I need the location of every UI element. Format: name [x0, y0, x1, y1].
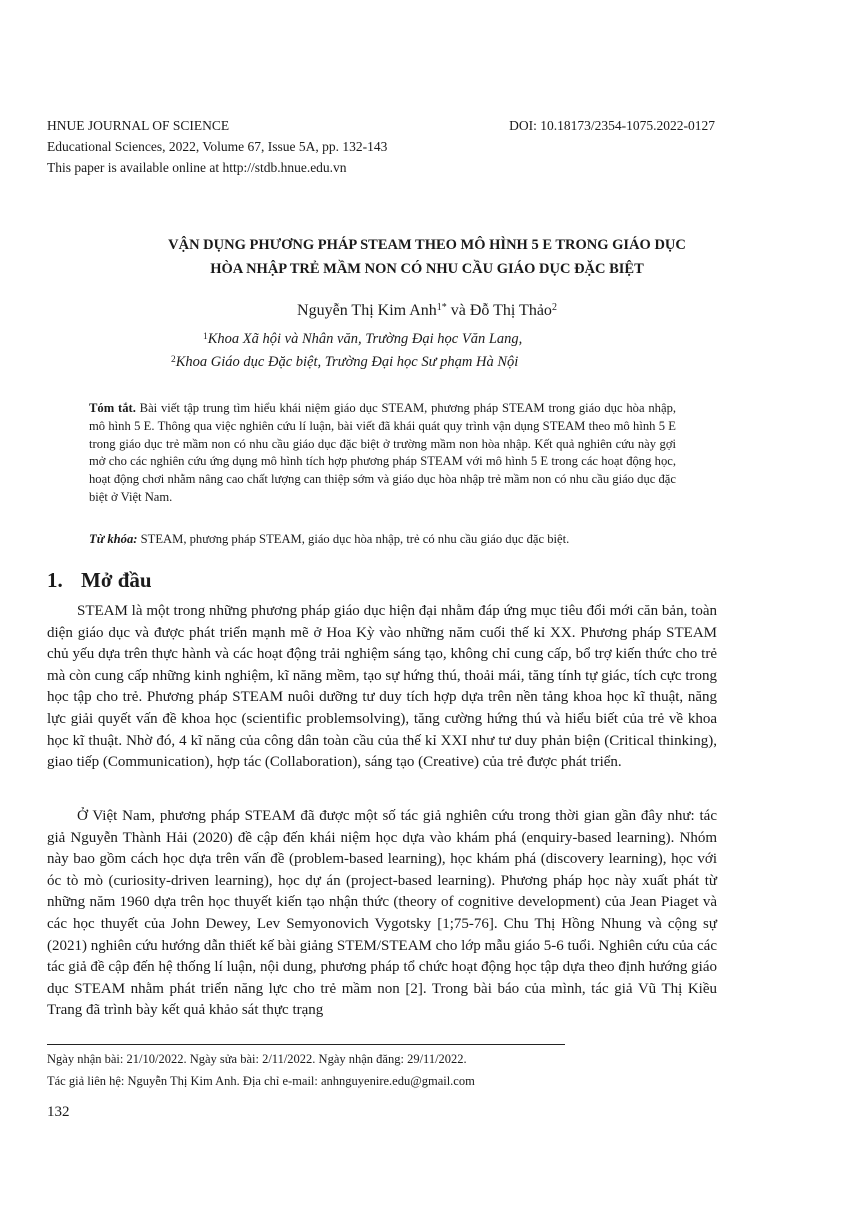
online-availability: This paper is available online at http://stdb.hnue.edu.vn	[47, 160, 347, 175]
paragraph-2-text: Ở Việt Nam, phương pháp STEAM đã được một số tác giả nghiên cứu trong thời gian gần đây như: tác giả Nguyễn Thành Hải (2020) đề cập đến khái niệm học dựa vào khám phá (enquiry-based learning). Nhóm này bao gồm cách học dựa trên vấn đề (problem-based learning), học khám phá (discovery learning), học với óc tò mò (curiosity-driven learning), học dự án (project-based learning). Phương pháp học này xuất phát từ những năm 1960 dựa trên học thuyết kiến tạo nhận thức (theory of cognitive development) của Jean Piaget và các học thuyết của John Dewey, Lev Semyonovich Vygotsky [1;75-76]. Chu Thị Hồng Nhung và cộng sự (2021) nghiên cứu hướng dẫn thiết kế bài giảng STEM/STEAM cho lớp mẫu giáo 5-6 tuổi. Nghiên cứu của các tác giả đề cập đến hệ thống lí luận, nội dung, phương pháp tổ chức hoạt động học tập dựa theo định hướng giáo dục STEAM nhằm phát triển năng lực cho trẻ mầm non [2]. Trong bài báo của mình, tác giả Vũ Thị Kiều Trang đã trình bày kết quả khảo sát thực trạng	[47, 808, 717, 1019]
affiliation-2	[171, 351, 518, 373]
affiliation-2-marker: 2	[171, 355, 176, 365]
author-1: Nguyễn Thị Kim Anh	[297, 302, 437, 319]
journal-name: HNUE JOURNAL OF SCIENCE	[47, 118, 230, 133]
section-heading	[47, 566, 152, 594]
abstract-label: Tóm tắt.	[89, 401, 136, 415]
title-line-1: VẬN DỤNG PHƯƠNG PHÁP STEAM THEO MÔ HÌNH 5 E TRONG GIÁO DỤC	[168, 237, 686, 253]
authors	[47, 300, 807, 322]
author-2: Đỗ Thị Thảo	[469, 302, 552, 319]
keywords-text: STEAM, phương pháp STEAM, giáo dục hòa nhập, trẻ có nhu cầu giáo dục đặc biệt.	[137, 532, 570, 546]
title-line-2: HÒA NHẬP TRẺ MẦM NON CÓ NHU CẦU GIÁO DỤC ĐẶC BIỆT	[210, 261, 644, 277]
keywords	[89, 530, 676, 548]
body-paragraph-1	[47, 601, 717, 774]
section-title: Mở đầu	[81, 568, 152, 592]
journal-volume: Educational Sciences, 2022, Volume 67, Issue 5A, pp. 132-143	[47, 139, 388, 154]
section-number: 1.	[47, 568, 63, 592]
affiliation-1-marker: 1	[203, 332, 208, 342]
page-number: 132	[47, 1104, 70, 1120]
abstract	[89, 400, 676, 507]
affiliation-2-text: Khoa Giáo dục Đặc biệt, Trường Đại học Sư phạm Hà Nội	[175, 354, 519, 370]
body-paragraph-2	[47, 806, 717, 1022]
paragraph-1-text: STEAM là một trong những phương pháp giáo dục hiện đại nhằm đáp ứng mục tiêu đổi mới căn bản, toàn diện giáo dục và được phát triển mạnh mẽ ở Hoa Kỳ vào những năm cuối thế kỉ XX. Phương pháp STEAM chủ yếu dựa trên thực hành và các hoạt động trải nghiệm sáng tạo, không chỉ cung cấp, bổ trợ kiến thức cho trẻ mà còn cung cấp những kinh nghiệm, kĩ năng mềm, tạo sự hứng thú, thoải mái, tăng tính tự giác, tích cực trong học tập cho trẻ. Phương pháp STEAM nuôi dưỡng tư duy tích hợp dựa trên nền tảng khoa học kĩ thuật, năng lực giải quyết vấn đề khoa học (scientific problemsolving), tăng cường hứng thú và hiểu biết của trẻ về khoa học kĩ thuật. Nhờ đó, 4 kĩ năng của công dân toàn cầu của thế kỉ XXI như tư duy phản biện (Critical thinking), giao tiếp (Communication), hợp tác (Collaboration), sáng tạo (Creative) của trẻ được phát triển.	[47, 603, 717, 771]
author-2-marker: 2	[551, 302, 557, 313]
abstract-text: Bài viết tập trung tìm hiểu khái niệm giáo dục STEAM, phương pháp STEAM trong giáo dục hòa nhập, mô hình 5 E. Thông qua việc nghiên cứu lí luận, bài viết đã khái quát quy trình vận dụng STEAM theo mô hình 5 E trong giáo dục trẻ mầm non có nhu cầu giáo dục đặc biệt ở trường mầm non hòa nhập. Kết quả nghiên cứu này gợi mở cho các nghiên cứu ứng dụng mô hình tích hợp phương pháp STEAM với mô hình 5 E trong các hoạt động học, hoạt động chơi nhằm nâng cao chất lượng can thiệp sớm và giáo dục hòa nhập trẻ mầm non có nhu cầu giáo dục đặc biệt ở Việt Nam.	[89, 401, 677, 504]
author-conjunction: và	[446, 302, 470, 319]
footnote-dates: Ngày nhận bài: 21/10/2022. Ngày sửa bài: 2/11/2022. Ngày nhận đăng: 29/11/2022.	[47, 1052, 467, 1066]
affiliation-1	[203, 328, 522, 350]
affiliation-1-text: Khoa Xã hội và Nhân văn, Trường Đại học Văn Lang,	[207, 331, 523, 347]
author-1-marker: 1*	[436, 302, 447, 313]
footnote-divider	[47, 1044, 565, 1045]
doi: DOI: 10.18173/2354-1075.2022-0127	[509, 118, 715, 133]
footnote-contact: Tác giả liên hệ: Nguyễn Thị Kim Anh. Địa chỉ e-mail: anhnguyenire.edu@gmail.com	[47, 1074, 475, 1088]
keywords-label: Từ khóa:	[89, 532, 138, 546]
